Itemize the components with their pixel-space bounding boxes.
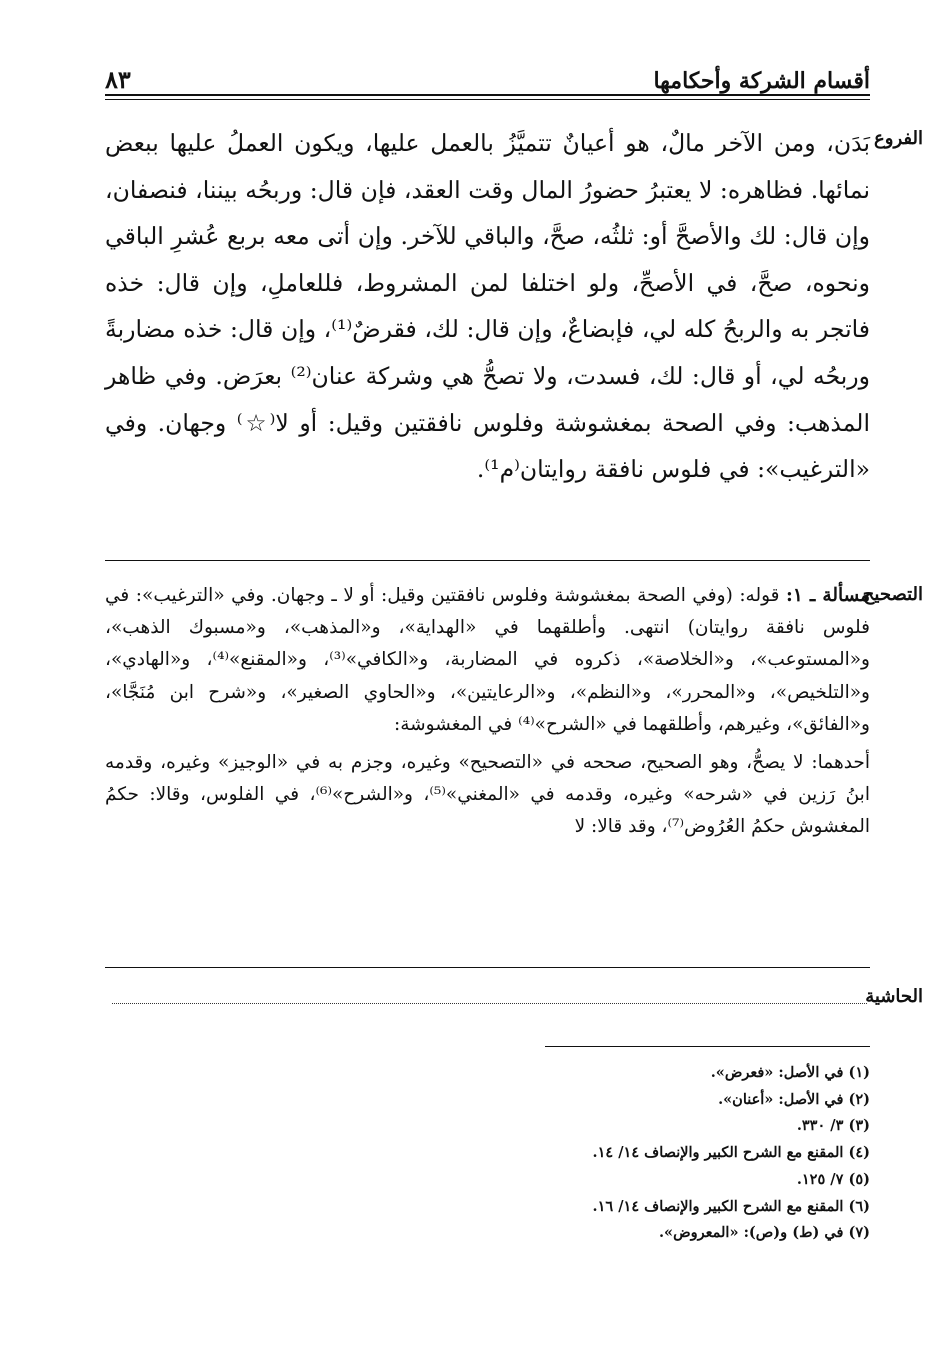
footnote: (٥) ٧/ ١٢٥. — [796, 1170, 870, 1188]
correction-paragraph-1-text: قوله: (وفي الصحة بمغشوشة وفلوس نافقتين وقيل: أو لا ـ وجهان. وفي «الترغيب»: في فلوس نافقة روايتان) انتهى. وأطلقهما في «الهداية»، و«المذهب»، و«مسبوك الذهب»، و«المستوعب»، و«الخلاصة»، ذكروه في المضاربة، و«الكافي»⁽³⁾، و«المقنع»⁽⁴⁾، و«الهادي»، و«التلخيص»، و«المحرر»، و«النظم»، و«الرعايتين»، و«الحاوي الصغير»، و«شرح ابن مُنَجَّا»، و«الفائق»، وغيرهم، وأطلقهما في «الشرح»⁽⁴⁾ في المغشوشة: — [105, 585, 870, 735]
label-furu: الفروع — [874, 128, 923, 149]
correction-paragraph-1 — [105, 580, 870, 741]
running-header — [105, 58, 870, 94]
footnote: (٧) في (ط) و(ص): «المعروض». — [658, 1224, 870, 1242]
header-rule — [105, 94, 870, 96]
footnote-rule — [545, 1046, 870, 1047]
footnote: (٢) في الأصل: «أعنان». — [718, 1090, 870, 1108]
footnote: (٣) ٣/ ٣٣٠. — [796, 1117, 870, 1135]
footnote: (١) في الأصل: «فعرض». — [710, 1064, 870, 1081]
label-hashiya: الحاشية — [865, 986, 923, 1007]
main-text: بَدَن، ومن الآخر مالٌ، هو أعيانٌ تتميَّزُ بالعمل عليها، ويكون العملُ عليها ببعض نمائها. فظاهره: لا يعتبرُ حضورُ المال وقت العقد، فإن قال: وربحُه بيننا، فنصفان، وإن قال: لك والأصحَّ أو: ثلثُه، صحَّ، والباقي للآخر. وإن أتى معه بربع عُشرِ الباقي ونحوه، صحَّ، في الأصحِّ، ولو اختلفا لمن المشروط، فللعاملِ، وإن قال: خذه فاتجر به والربحُ كله لي، فإبضاعٌ، وإن قال: لك، فقرضٌ⁽¹⁾، وإن قال: خذه مضاربةً وربحُه لي، أو قال: لك، فسدت، ولا تصحُّ هي وشركة عنان⁽²⁾ بعرَض. وفي ظاهر المذهب: وفي الصحة بمغشوشة وفلوس نافقتين وقيل: أو لا⁽☆⁾ وجهان. وفي «الترغيب»: في فلوس نافقة روايتان⁽م¹⁾. — [105, 129, 870, 484]
footnote: (٤) المقنع مع الشرح الكبير والإنصاف ١٤/ ١٤. — [592, 1144, 870, 1162]
page-number: ٨٣ — [105, 65, 131, 94]
label-tashih: التصحيح — [862, 584, 923, 605]
section-divider — [105, 560, 870, 561]
footnote: (٦) المقنع مع الشرح الكبير والإنصاف ١٤/ ١٦. — [592, 1197, 870, 1215]
correction-text — [105, 580, 870, 844]
section-divider — [105, 967, 870, 968]
correction-paragraph-2: أحدهما: لا يصحُّ، وهو الصحيح، صححه في «التصحيح» وغيره، وجزم به في «الوجيز» وغيره، وقدمه ابنُ رَزين في «شرحه» وغيره، وقدمه في «المغني»⁽⁵⁾، و«الشرح»⁽⁶⁾، في الفلوس، وقالا: حكمُ المغشوش حكمُ العُرُوض⁽⁷⁾، وقد قالا: لا — [105, 752, 870, 838]
header-title: أقسام الشركة وأحكامها — [653, 68, 870, 94]
hashiya-dotted-line — [112, 1003, 867, 1004]
question-label: مسألة ـ ١: — [786, 585, 871, 606]
header-rule-thin — [105, 99, 870, 100]
footnotes — [450, 1060, 870, 1247]
